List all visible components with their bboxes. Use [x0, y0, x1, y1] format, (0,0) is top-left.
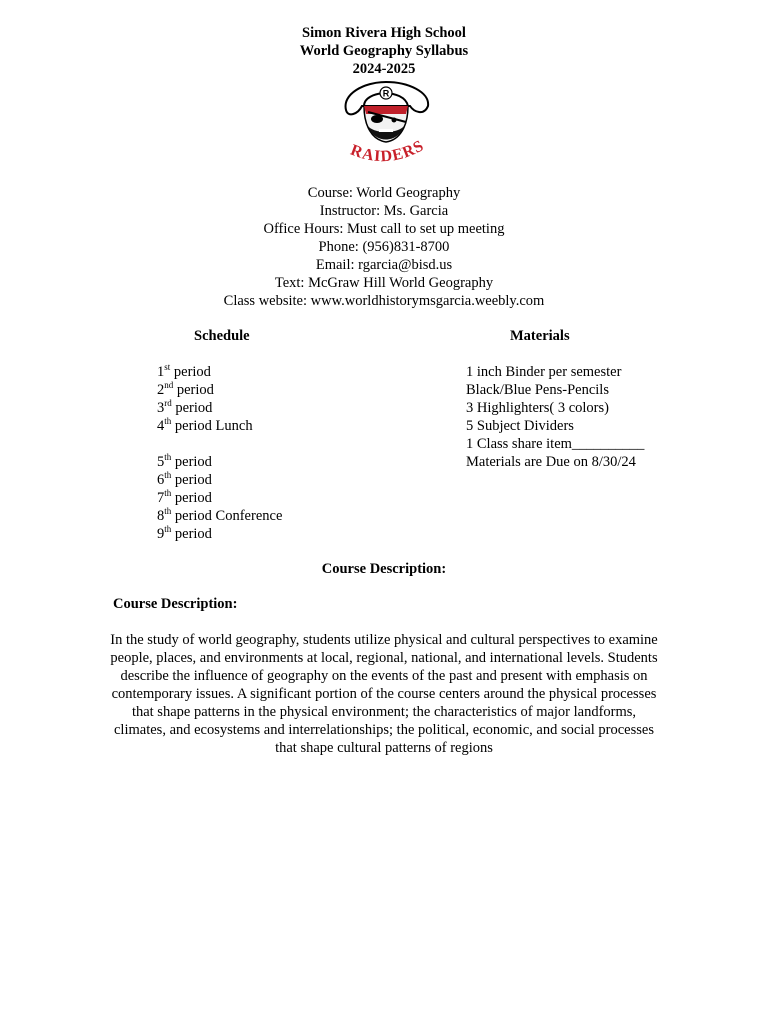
schedule-heading: Schedule	[194, 328, 250, 344]
description-heading-centered: Course Description:	[321, 561, 447, 577]
email-line: Email: rgarcia@bisd.us	[315, 257, 453, 273]
schedule-item: 1st period	[157, 362, 211, 380]
text-line: Text: McGraw Hill World Geography	[274, 275, 494, 291]
description-heading: Course Description:	[113, 596, 238, 612]
description-paragraph: In the study of world geography, students utilize physical and cultural perspectives to examine people, places, and environments at local, regional, national, and international levels. Students describe the influence of geography on the events of the past and present with emphasis on contemporary issues. A significant portion of the course centers around the physical processes that shape patterns in the physical environment; the characteristics of major landforms, climates, and ecosystems and interrelationships; the political, economic, and social processes that shape cultural patterns of regions	[110, 632, 658, 756]
schedule-item: 5th period	[157, 452, 212, 470]
materials-item: 3 Highlighters( 3 colors)	[466, 400, 609, 416]
materials-item: Materials are Due on 8/30/24	[466, 454, 636, 470]
office-hours-line: Office Hours: Must call to set up meeting	[263, 221, 505, 237]
materials-item: 1 Class share item__________	[466, 436, 645, 452]
schedule-item: 3rd period	[157, 398, 213, 416]
school-name: Simon Rivera High School	[302, 25, 466, 41]
materials-heading: Materials	[510, 328, 570, 344]
logo-word: RAIDERS	[348, 137, 428, 166]
header	[0, 24, 768, 78]
materials-item: 1 inch Binder per semester	[466, 364, 622, 380]
schedule-item: 6th period	[157, 470, 212, 488]
materials-item: 5 Subject Dividers	[466, 418, 574, 434]
schedule-item: 2nd period	[157, 380, 214, 398]
raiders-logo	[334, 76, 434, 170]
school-year: 2024-2025	[352, 61, 416, 77]
schedule-item: 9th period	[157, 524, 212, 542]
website-line: Class website: www.worldhistorymsgarcia.weebly.com	[223, 293, 545, 309]
materials-item: Black/Blue Pens-Pencils	[466, 382, 609, 398]
instructor-line: Instructor: Ms. Garcia	[319, 203, 449, 219]
schedule-spacer	[157, 435, 282, 453]
logo-badge-letter: R	[382, 88, 390, 99]
syllabus-title: World Geography Syllabus	[299, 43, 469, 59]
schedule-list	[157, 363, 282, 543]
schedule-item: 4th period Lunch	[157, 416, 253, 434]
course-info	[0, 184, 768, 310]
schedule-item: 8th period Conference	[157, 506, 283, 524]
phone-line: Phone: (956)831-8700	[318, 239, 450, 255]
schedule-item: 7th period	[157, 488, 212, 506]
materials-list	[466, 363, 644, 471]
course-line: Course: World Geography	[307, 185, 461, 201]
